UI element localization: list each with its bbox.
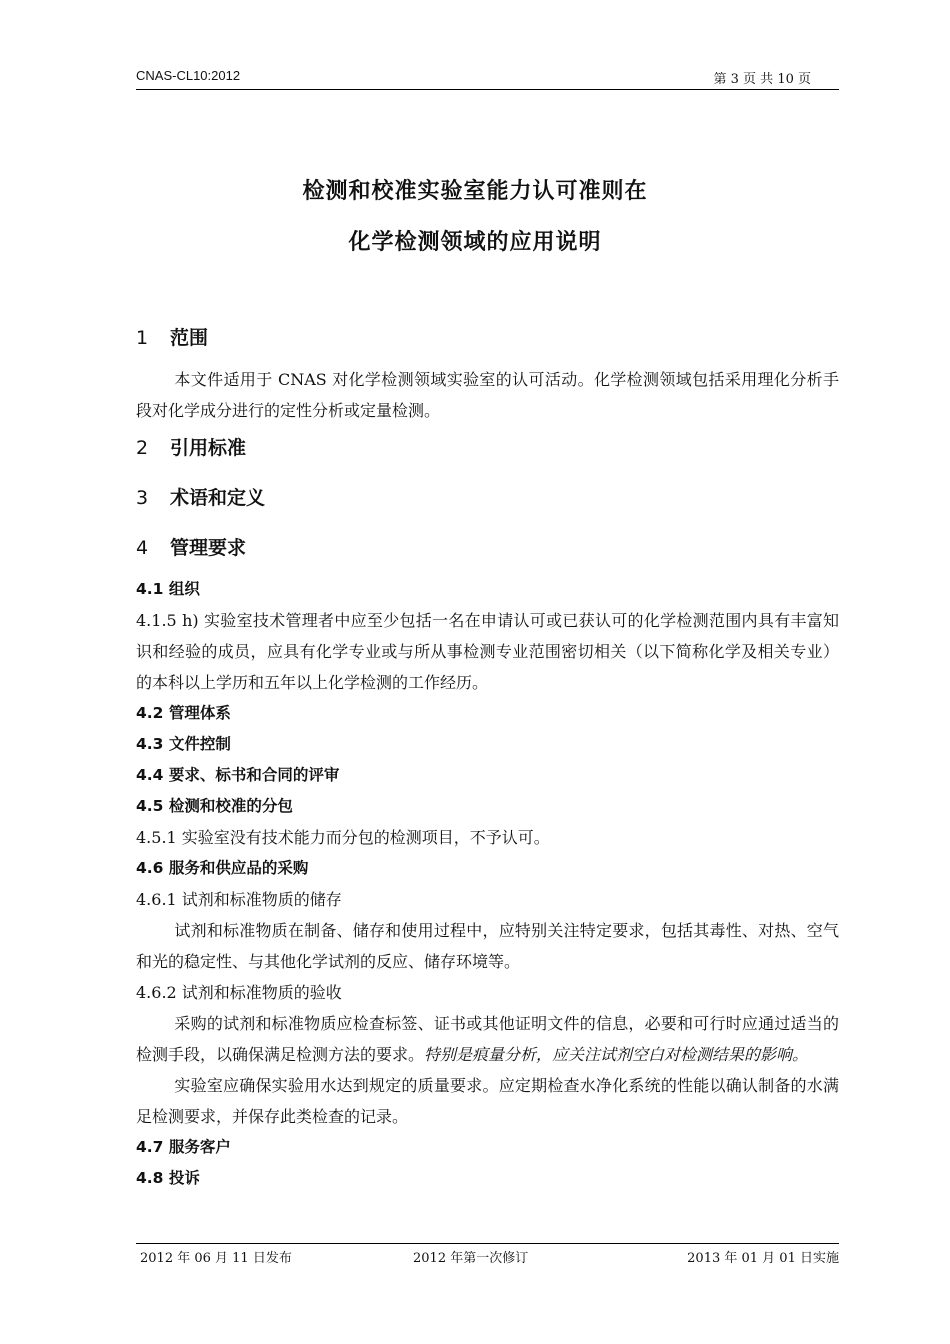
clause-4-6-2-water: 实验室应确保实验用水达到规定的质量要求。应定期检查水净化系统的性能以确认制备的水满足检测要求，并保存此类检查的记录。 bbox=[136, 1076, 839, 1126]
section-4-heading: 4 管理要求 bbox=[136, 537, 247, 559]
section-2-heading: 2 引用标准 bbox=[136, 437, 247, 459]
italic-note: 特别是痕量分析，应关注试剂空白对检测结果的影响。 bbox=[424, 1045, 809, 1064]
clause-4-6-1-heading: 4.6.1 试剂和标准物质的储存 bbox=[136, 890, 342, 909]
subsection-4-7: 4.7 服务客户 bbox=[136, 1138, 231, 1156]
clause-4-6-2-heading: 4.6.2 试剂和标准物质的验收 bbox=[136, 983, 342, 1002]
subsection-4-4: 4.4 要求、标书和合同的评审 bbox=[136, 766, 340, 784]
revision-note: 2012 年第一次修订 bbox=[413, 1251, 529, 1266]
section-1-paragraph: 本文件适用于 CNAS 对化学检测领域实验室的认可活动。化学检测领域包括采用理化分析手段对化学成分进行的定性分析或定量检测。 bbox=[136, 370, 839, 420]
doc-title-line-2: 化学检测领域的应用说明 bbox=[348, 230, 602, 255]
page-number: 第 3 页 共 10 页 bbox=[713, 72, 811, 87]
clause-4-1-5: 4.1.5 h) 实验室技术管理者中应至少包括一名在申请认可或已获认可的化学检测范围内具有丰富知识和经验的成员，应具有化学专业或与所从事检测专业范围密切相关（以下简称化学及相关专业）的本科以上学历和五年以上化学检测的工作经历。 bbox=[136, 611, 839, 692]
clause-4-6-2-body: 采购的试剂和标准物质应检查标签、证书或其他证明文件的信息，必要和可行时应通过适当的检测手段，以确保满足检测方法的要求。特别是痕量分析，应关注试剂空白对检测结果的影响。 bbox=[136, 1014, 839, 1064]
section-3-heading: 3 术语和定义 bbox=[136, 487, 266, 509]
doc-code: CNAS-CL10:2012 bbox=[136, 68, 241, 83]
clause-4-5-1: 4.5.1 实验室没有技术能力而分包的检测项目，不予认可。 bbox=[136, 828, 550, 847]
publish-date: 2012 年 06 月 11 日发布 bbox=[140, 1251, 292, 1266]
clause-4-6-1-body: 试剂和标准物质在制备、储存和使用过程中，应特别关注特定要求，包括其毒性、对热、空气和光的稳定性、与其他化学试剂的反应、储存环境等。 bbox=[136, 921, 839, 971]
subsection-4-8: 4.8 投诉 bbox=[136, 1169, 200, 1187]
doc-title-line-1: 检测和校准实验室能力认可准则在 bbox=[302, 179, 648, 204]
effective-date: 2013 年 01 月 01 日实施 bbox=[687, 1251, 839, 1266]
footer-rule bbox=[136, 1243, 839, 1244]
header-rule bbox=[136, 89, 839, 90]
subsection-4-3: 4.3 文件控制 bbox=[136, 735, 231, 753]
subsection-4-1: 4.1 组织 bbox=[136, 580, 200, 598]
page-footer bbox=[136, 1247, 839, 1267]
page-header bbox=[136, 68, 839, 88]
subsection-4-2: 4.2 管理体系 bbox=[136, 704, 231, 722]
section-1-heading: 1 范围 bbox=[136, 327, 209, 349]
document-body bbox=[136, 320, 839, 1194]
subsection-4-5: 4.5 检测和校准的分包 bbox=[136, 797, 293, 815]
subsection-4-6: 4.6 服务和供应品的采购 bbox=[136, 859, 309, 877]
